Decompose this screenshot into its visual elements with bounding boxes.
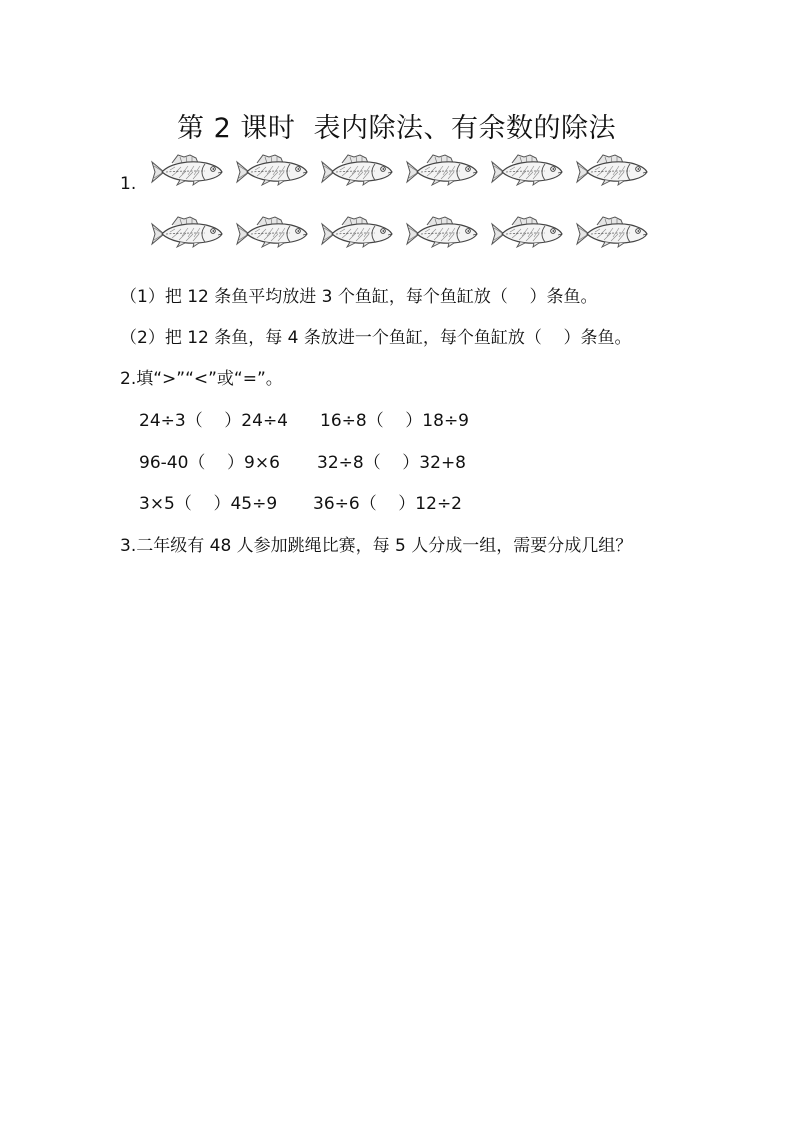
- fish-icon: [150, 152, 224, 186]
- question-1-part-1: （1）把 12 条鱼平均放进 3 个鱼缸，每个鱼缸放（ ）条鱼。: [120, 287, 598, 307]
- fish-icon: [575, 152, 649, 186]
- question-1-part-2: （2）把 12 条鱼，每 4 条放进一个鱼缸，每个鱼缸放（ ）条鱼。: [120, 328, 632, 348]
- fish-icon: [405, 214, 479, 248]
- fish-row-1: [150, 152, 649, 186]
- fish-icon: [490, 152, 564, 186]
- fish-icon: [320, 152, 394, 186]
- question-1-number: 1.: [120, 174, 137, 194]
- comparison-item: 3×5（ ）45÷9: [139, 494, 278, 514]
- fish-icon: [490, 214, 564, 248]
- comparison-item: 96-40（ ）9×6: [139, 453, 280, 473]
- question-2-heading: 2.填“>”“<”或“=”。: [120, 369, 283, 389]
- fish-icon: [235, 152, 309, 186]
- fish-icon: [235, 214, 309, 248]
- comparison-item: 32÷8（ ）32+8: [317, 453, 466, 473]
- fish-icon: [405, 152, 479, 186]
- fish-icon: [575, 214, 649, 248]
- worksheet-title: 第 2 课时 表内除法、有余数的除法: [176, 113, 616, 144]
- fish-icon: [320, 214, 394, 248]
- comparison-item: 24÷3（ ）24÷4: [139, 411, 288, 431]
- fish-icon: [150, 214, 224, 248]
- comparison-item: 36÷6（ ）12÷2: [313, 494, 462, 514]
- comparison-item: 16÷8（ ）18÷9: [320, 411, 469, 431]
- question-3-text: 3.二年级有 48 人参加跳绳比赛，每 5 人分成一组，需要分成几组？: [120, 536, 633, 556]
- fish-row-2: [150, 214, 649, 248]
